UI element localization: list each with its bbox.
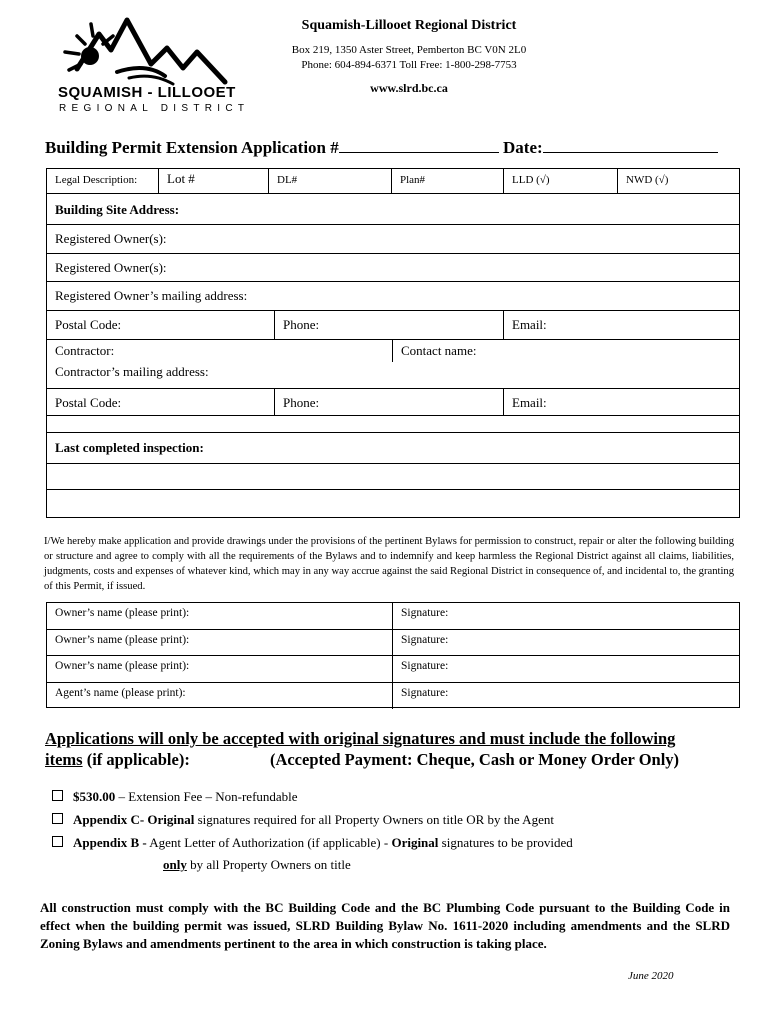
- signature-field[interactable]: Signature:: [392, 656, 739, 682]
- application-form: [46, 168, 740, 518]
- checkbox[interactable]: [52, 790, 63, 801]
- accepted-payment: (Accepted Payment: Cheque, Cash or Money Order Only): [269, 750, 680, 769]
- owner-name-field[interactable]: Owner’s name (please print):: [55, 660, 190, 672]
- owner-mailing-row[interactable]: [47, 282, 739, 311]
- checklist-item-text: Agent Letter of Authorization (if applicable) -: [146, 835, 392, 850]
- checklist-item-text: signatures to be provided: [438, 835, 573, 850]
- owner-contact-row: [47, 311, 739, 340]
- declaration-text: I/We hereby make application and provide drawings under the provisions of the pertinent Bylaws for permission to construct, repair or alter the following building or structure and agree to comply with all the requirements of the Bylaws and to indemnify and keep harmless the Regional District against all claims, liabilities, judgments, costs and expenses of whatever kind, which may in any way accrue against the said Regional District in consequence of, and incidental to, the granting of this Permit, if issued.: [44, 536, 734, 592]
- inspection-line[interactable]: [47, 464, 739, 490]
- registered-owner-label: Registered Owner(s):: [55, 260, 167, 275]
- signature-table: [46, 602, 740, 708]
- signature-field[interactable]: Signature:: [392, 630, 739, 656]
- checkbox[interactable]: [52, 813, 63, 824]
- signature-row: [47, 630, 739, 657]
- email-field[interactable]: Email:: [503, 389, 739, 415]
- organization-phone: Phone: 604-894-6371 Toll Free: 1-800-298-7753: [301, 59, 517, 71]
- logo-subtitle: REGIONAL DISTRICT: [59, 103, 250, 114]
- nwd-field[interactable]: NWD (√): [617, 169, 739, 193]
- signature-row: [47, 656, 739, 683]
- signature-row: [47, 603, 739, 630]
- phone-field[interactable]: Phone:: [274, 389, 503, 415]
- email-field[interactable]: Email:: [503, 311, 739, 339]
- date-field[interactable]: [543, 138, 718, 153]
- requirements-line: Applications will only be accepted with original signatures and must include the following: [45, 729, 676, 748]
- items-word: items: [45, 750, 83, 769]
- legal-description-row: [47, 169, 739, 194]
- if-applicable: (if applicable):: [82, 750, 190, 769]
- plan-field[interactable]: Plan#: [391, 169, 503, 193]
- checklist-item[interactable]: [52, 789, 298, 805]
- organization-website: www.slrd.bc.ca: [370, 81, 448, 95]
- agent-name-field[interactable]: Agent’s name (please print):: [55, 686, 186, 699]
- registered-owner-label: Registered Owner(s):: [55, 231, 167, 246]
- site-address-row[interactable]: [47, 194, 739, 225]
- dl-field[interactable]: DL#: [268, 169, 391, 193]
- organization-address: Box 219, 1350 Aster Street, Pemberton BC V0N 2L0: [291, 44, 527, 56]
- requirements-heading: [45, 728, 745, 770]
- checklist-item[interactable]: [52, 812, 554, 828]
- contractor-mailing-label: Contractor’s mailing address:: [55, 364, 209, 379]
- postal-code-field[interactable]: Postal Code:: [55, 317, 122, 332]
- only-word: only: [163, 857, 187, 872]
- date-label: Date:: [503, 138, 543, 157]
- contractor-row: [47, 340, 739, 362]
- owner-name-field[interactable]: Owner’s name (please print):: [55, 633, 190, 646]
- spacer-row: [47, 416, 739, 433]
- checklist-continuation: [163, 857, 351, 873]
- contractor-mailing-row[interactable]: [47, 362, 739, 389]
- postal-code-field[interactable]: Postal Code:: [55, 395, 122, 410]
- signature-row: [47, 683, 739, 710]
- registered-owner-row-2[interactable]: [47, 254, 739, 282]
- contractor-contact-row: [47, 389, 739, 416]
- contractor-field[interactable]: Contractor:: [55, 343, 115, 358]
- site-address-label: Building Site Address:: [55, 202, 180, 217]
- owner-mailing-label: Registered Owner’s mailing address:: [55, 288, 248, 303]
- checklist-item-bold: Original: [391, 835, 439, 850]
- inspection-line[interactable]: [47, 490, 739, 517]
- checklist-item-bold: Appendix C- Original: [73, 812, 195, 827]
- checklist-item-bold: $530.00: [73, 789, 116, 804]
- contact-name-field[interactable]: Contact name:: [392, 340, 739, 362]
- logo-name: SQUAMISH - LILLOOET: [58, 84, 236, 101]
- legal-description-label: Legal Description:: [55, 174, 138, 186]
- checklist-item-text: signatures required for all Property Owners on title OR by the Agent: [194, 812, 554, 827]
- last-inspection-row[interactable]: [47, 433, 739, 464]
- phone-field[interactable]: Phone:: [274, 311, 503, 339]
- construction-compliance-note: All construction must comply with the BC Building Code and the BC Plumbing Code pursuant to the Building Code in effect when the building permit was issued, SLRD Building Bylaw No. 1611-2020 including amendments and the SLRD Zoning Bylaws and amendments pertinent to the area in which construction is taking place.: [40, 900, 730, 951]
- last-inspection-label: Last completed inspection:: [55, 440, 204, 455]
- lld-field[interactable]: LLD (√): [503, 169, 617, 193]
- form-revision-date: June 2020: [628, 970, 674, 982]
- form-title: [45, 138, 718, 158]
- organization-name: Squamish-Lillooet Regional District: [301, 18, 517, 33]
- checkbox[interactable]: [52, 836, 63, 847]
- checklist-item-text: – Extension Fee – Non-refundable: [115, 789, 298, 804]
- title-label: Building Permit Extension Application #: [45, 138, 339, 157]
- lot-field[interactable]: Lot #: [158, 169, 268, 193]
- checklist-item-bold: Appendix B -: [73, 835, 147, 850]
- signature-field[interactable]: Signature:: [392, 603, 739, 629]
- application-number-field[interactable]: [339, 138, 499, 153]
- registered-owner-row-1[interactable]: [47, 225, 739, 254]
- checklist-item[interactable]: [52, 835, 573, 851]
- signature-field[interactable]: Signature:: [392, 683, 739, 710]
- requirements-line-2: [45, 749, 745, 770]
- owner-name-field[interactable]: Owner’s name (please print):: [55, 607, 190, 619]
- checklist-continuation-text: by all Property Owners on title: [186, 857, 351, 872]
